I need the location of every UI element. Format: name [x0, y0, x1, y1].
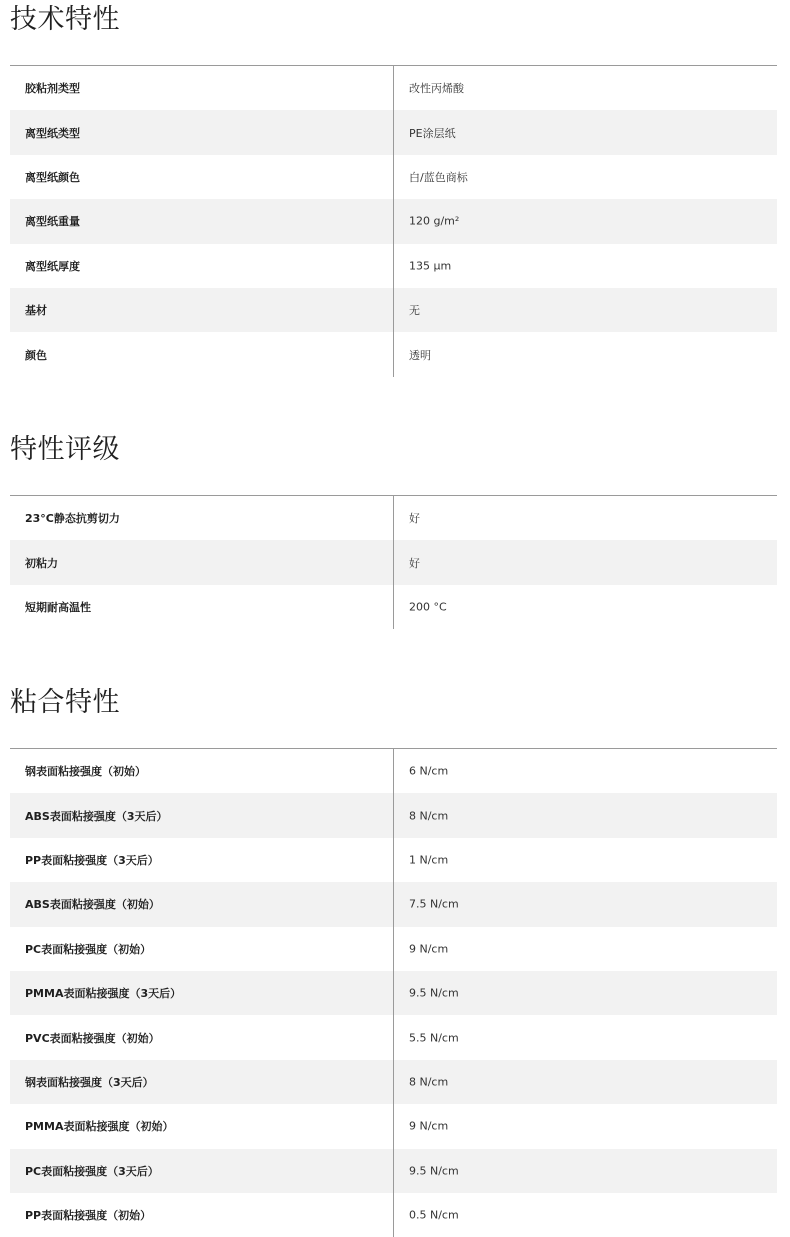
- table-row: [10, 927, 777, 971]
- row-value: 0.5 N/cm: [409, 1208, 459, 1222]
- row-value: 120 g/m²: [409, 214, 460, 228]
- table-row: [10, 585, 777, 629]
- table-row: [10, 110, 777, 154]
- table-row: [10, 199, 777, 243]
- row-value: 8 N/cm: [409, 809, 449, 823]
- row-value: 9.5 N/cm: [409, 986, 459, 1000]
- row-label: PP表面粘接强度（3天后）: [25, 853, 159, 867]
- adhesion-table: [10, 748, 777, 1237]
- row-value: 透明: [409, 348, 431, 362]
- section-title-adhesion: 粘合特性: [10, 687, 120, 718]
- row-value: 135 µm: [409, 259, 452, 273]
- row-value: 好: [409, 512, 420, 526]
- row-value: 200 °C: [409, 600, 447, 614]
- table-row: [10, 496, 777, 540]
- row-label: 钢表面粘接强度（3天后）: [25, 1075, 154, 1089]
- section-title-ratings: 特性评级: [10, 434, 120, 465]
- table-row: [10, 1104, 777, 1148]
- table-row: [10, 882, 777, 926]
- row-value: 5.5 N/cm: [409, 1031, 459, 1045]
- table-row: [10, 1193, 777, 1237]
- table-row: [10, 244, 777, 288]
- row-label: 基材: [25, 304, 47, 318]
- row-label: 离型纸类型: [25, 126, 80, 140]
- row-label: PMMA表面粘接强度（3天后）: [25, 987, 182, 1001]
- row-label: 23°C静态抗剪切力: [25, 512, 120, 526]
- row-value: 9 N/cm: [409, 1119, 449, 1133]
- row-label: ABS表面粘接强度（初始）: [25, 898, 160, 912]
- table-row: [10, 288, 777, 332]
- row-value: 9.5 N/cm: [409, 1164, 459, 1178]
- row-value: 1 N/cm: [409, 853, 449, 867]
- row-label: 初粘力: [25, 556, 58, 570]
- row-value: 白/蓝色商标: [409, 170, 468, 184]
- row-value: 无: [409, 304, 420, 318]
- table-row: [10, 155, 777, 199]
- table-row: [10, 540, 777, 584]
- row-label: 钢表面粘接强度（初始）: [25, 765, 146, 779]
- row-value: 9 N/cm: [409, 942, 449, 956]
- row-label: PP表面粘接强度（初始）: [25, 1209, 152, 1223]
- row-label: 胶粘剂类型: [25, 82, 80, 96]
- table-row: [10, 793, 777, 837]
- table-row: [10, 971, 777, 1015]
- row-label: 离型纸厚度: [25, 259, 80, 273]
- ratings-table: [10, 495, 777, 629]
- row-value: 改性丙烯酸: [409, 82, 464, 96]
- table-row: [10, 332, 777, 376]
- table-row: [10, 749, 777, 793]
- technical-spec-table: [10, 65, 777, 377]
- row-value: PE涂层纸: [409, 126, 456, 140]
- row-label: 离型纸颜色: [25, 170, 80, 184]
- table-row: [10, 1015, 777, 1059]
- row-label: 离型纸重量: [25, 215, 80, 229]
- row-label: PC表面粘接强度（初始）: [25, 942, 152, 956]
- row-label: ABS表面粘接强度（3天后）: [25, 809, 168, 823]
- row-value: 6 N/cm: [409, 764, 449, 778]
- table-row: [10, 66, 777, 110]
- row-label: PC表面粘接强度（3天后）: [25, 1164, 159, 1178]
- row-value: 7.5 N/cm: [409, 897, 459, 911]
- table-row: [10, 838, 777, 882]
- table-row: [10, 1060, 777, 1104]
- row-value: 8 N/cm: [409, 1075, 449, 1089]
- row-label: 颜色: [25, 348, 47, 362]
- row-label: 短期耐高温性: [25, 600, 91, 614]
- row-label: PVC表面粘接强度（初始）: [25, 1031, 160, 1045]
- section-title-technical: 技术特性: [10, 4, 120, 35]
- row-value: 好: [409, 556, 420, 570]
- row-label: PMMA表面粘接强度（初始）: [25, 1120, 174, 1134]
- table-row: [10, 1149, 777, 1193]
